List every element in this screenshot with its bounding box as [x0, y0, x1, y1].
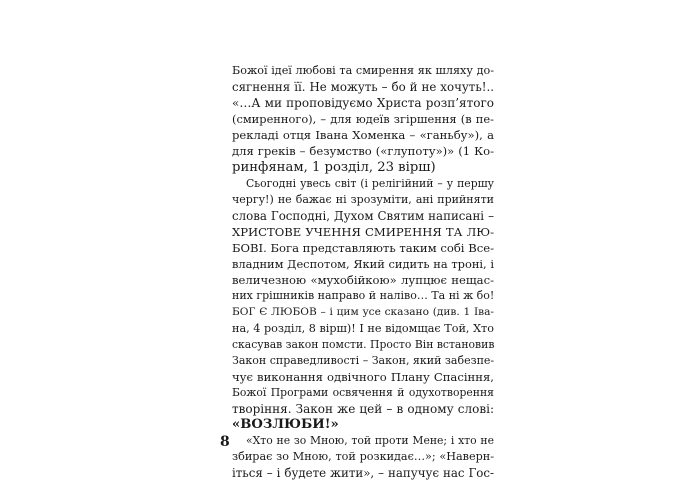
text-line: «ВОЗЛЮБИ!»	[232, 417, 339, 433]
body-text	[232, 63, 494, 481]
text-line: них грішників направо й наліво… Та ні ж бо!	[232, 289, 495, 303]
text-line: владним Деспотом, Який сидить на троні, і	[232, 257, 494, 272]
text-line: рекладі отця Івана Хоменка – «ганьбу»), а	[232, 128, 494, 143]
text-line: ХРИСТОВЕ УЧЕННЯ СМИРЕННЯ ТА ЛЮ-	[232, 224, 494, 239]
text-line: слова Господні, Духом Святим написані –	[232, 208, 494, 223]
text-line: (смиренного), – для юдеїв згіршення (в пе-	[232, 112, 494, 127]
text-line: Закон справедливості – Закон, який забезпе-	[232, 353, 495, 367]
text-line: величезною «мухобійкою» лупцює нещас-	[232, 273, 494, 288]
text-line: Божої Програми освячення й одухотворення	[232, 385, 494, 399]
text-line: «Хто не зо Мною, той проти Мене; і хто не	[246, 434, 494, 448]
text-line: сягнення її. Не можуть – бо й не хочуть!..	[232, 80, 494, 95]
text-line: ринфянам, 1 розділ, 23 вірш)	[232, 159, 436, 175]
text-line: БОГ Є ЛЮБОВ – і цим усе сказано (див. 1 Іва-	[232, 306, 494, 319]
text-line: іться – і будете жити», – напучує нас Гос-	[232, 466, 494, 481]
text-line: збирає зо Мною, той розкидає…»; «Наверн-	[232, 450, 494, 464]
text-line: чує виконання одвічного Плану Спасіння,	[232, 369, 494, 384]
text-line: Сьогодні увесь світ (і релігійний – у першу	[246, 176, 494, 190]
text-line: на, 4 розділ, 8 вірш)! І не відомщає Той, Хто	[232, 321, 494, 335]
text-line: скасував закон помсти. Просто Він встановив	[232, 337, 495, 351]
text-line: Божої ідеї любові та смирення як шляху до-	[232, 64, 494, 77]
text-line: БОВІ. Бога представляють таким собі Все-	[232, 241, 494, 256]
text-line: «…А ми проповідуємо Христа розп’ятого	[232, 96, 494, 111]
text-line: чергу!) не бажає ні зрозуміти, ані прийняти	[232, 192, 494, 206]
text-line: творіння. Закон же цей – в одному слові:	[232, 401, 494, 416]
text-line: для греків – безумство («глупоту»)» (1 Ко-	[232, 144, 494, 159]
page-number: 8	[220, 434, 230, 450]
